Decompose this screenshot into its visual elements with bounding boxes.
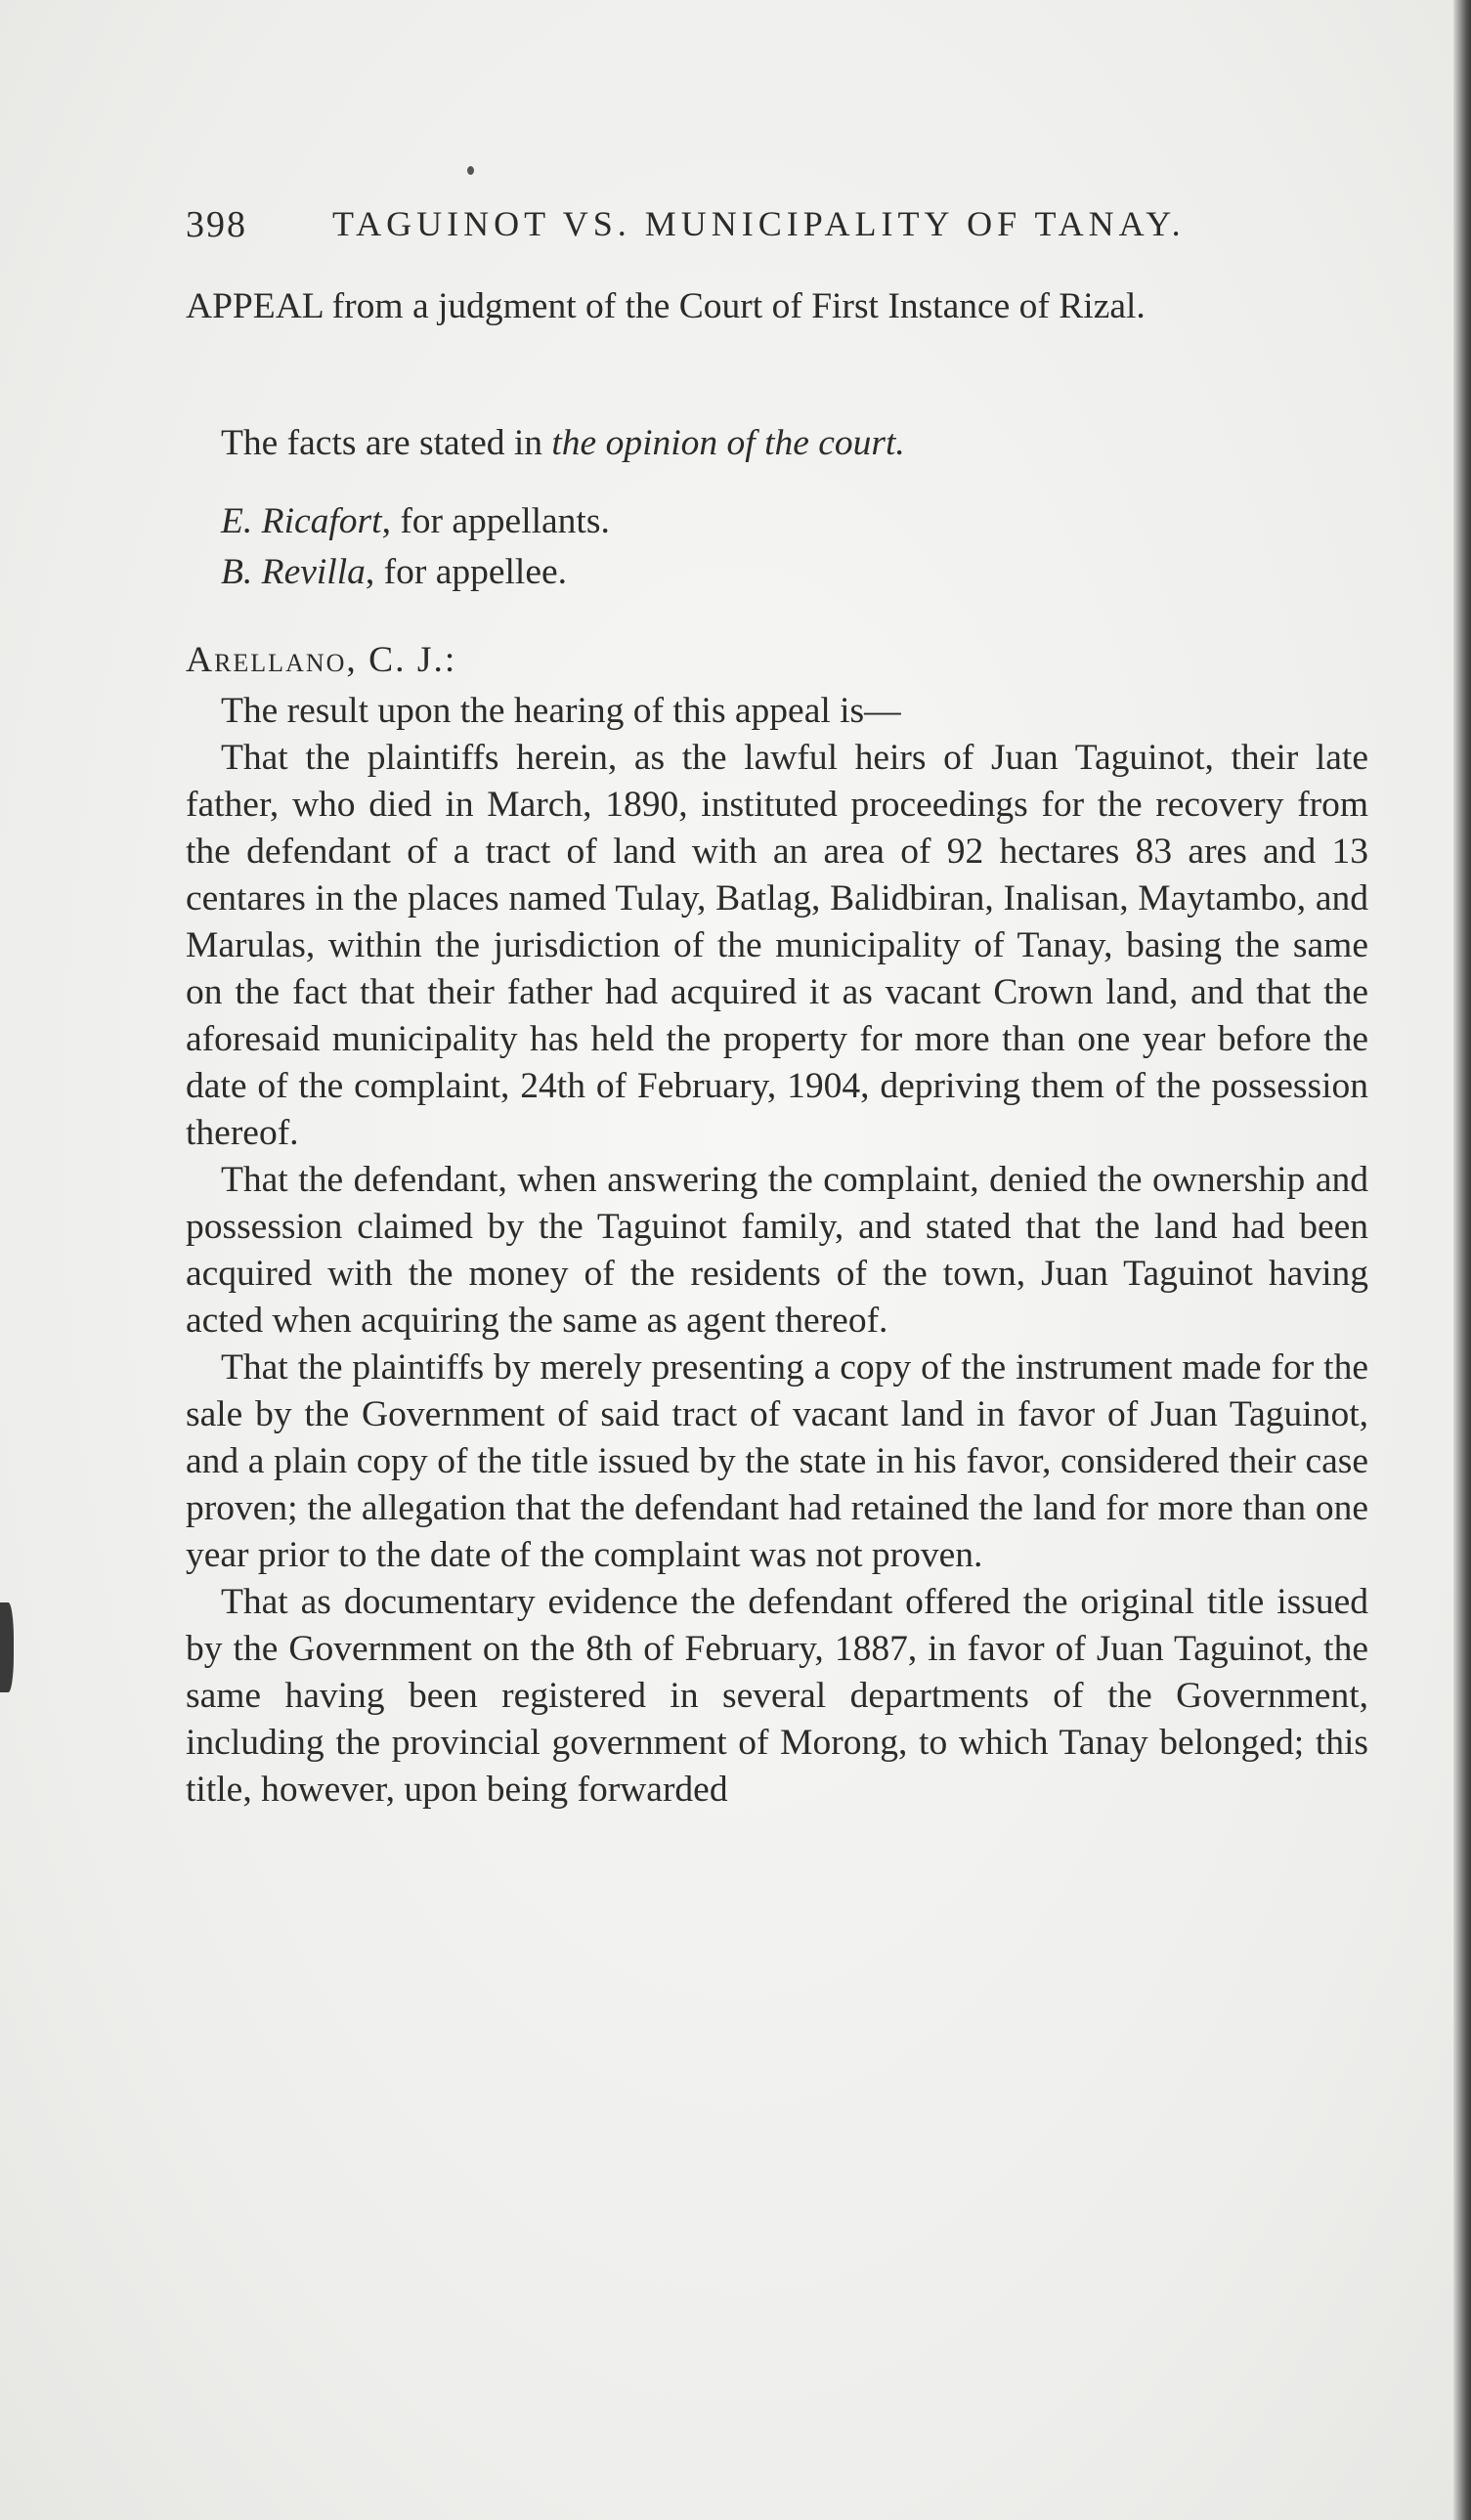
- counsel-block: [186, 498, 1404, 600]
- facts-line: [186, 420, 1368, 467]
- counsel-name: E. Ricafort: [221, 501, 382, 541]
- appeal-line: APPEAL from a judgment of the Court of First Instance of Rizal.: [186, 286, 1146, 326]
- paragraph: That the plaintiffs by merely presenting a copy of the instrument made for the sale by the Government of said tract of vacant land in favor of Juan Taguinot, and a plain copy of the title issued by the state in his favor, considered their case proven; the allegation that the defendant had retained the land for more than one year prior to the date of the complaint was not proven.: [186, 1347, 1368, 1575]
- paragraph: The result upon the hearing of this appeal is—: [221, 691, 901, 731]
- counsel-name: B. Revilla: [221, 552, 366, 592]
- facts-italic: the opinion of the court.: [551, 423, 905, 463]
- counsel-appellee: [221, 549, 1404, 600]
- paragraph: That the plaintiffs herein, as the lawful heirs of Juan Taguinot, their late father, who died in March, 1890, instituted proceedings for the recovery from the defendant of a tract of land with an area of 92 hectares 83 ares and 13 centares in the places named Tulay, Batlag, Balidbiran, Inalisan, Maytambo, and Marulas, within the jurisdiction of the municipality of Tanay, basing the same on the fact that their father had acquired it as vacant Crown land, and that the aforesaid municipality has held the property for more than one year before the date of the complaint, 24th of February, 1904, depriving them of the possession thereof.: [186, 738, 1368, 1153]
- page-edge-shadow: [1453, 0, 1471, 2520]
- counsel-appellants: [221, 498, 1404, 549]
- opinion-body: [186, 688, 1368, 1814]
- dust-speck: [467, 166, 474, 175]
- facts-prefix: The facts are stated in: [221, 423, 552, 463]
- paragraph: That the defendant, when answering the complaint, denied the ownership and possession claimed by the Taguinot family, and stated that the land had been acquired with the money of the residents of the town, Juan Taguinot having acted when acquiring the same as agent thereof.: [186, 1160, 1368, 1341]
- binding-mark: [0, 1602, 14, 1692]
- opinion-author: Arellano, C. J.:: [186, 640, 457, 680]
- running-title: TAGUINOT VS. MUNICIPALITY OF TANAY.: [332, 204, 1186, 243]
- paragraph: That as documentary evidence the defendant offered the original title issued by the Government on the 8th of February, 1887, in favor of Juan Taguinot, the same having been registered in several departments of the Government, including the provincial government of Morong, to which Tanay belonged; this title, however, upon being forwarded: [186, 1582, 1368, 1810]
- page-header: [186, 195, 1359, 254]
- page-number: 398: [186, 204, 247, 245]
- counsel-role: , for appellants.: [381, 501, 610, 541]
- counsel-role: , for appellee.: [365, 552, 567, 592]
